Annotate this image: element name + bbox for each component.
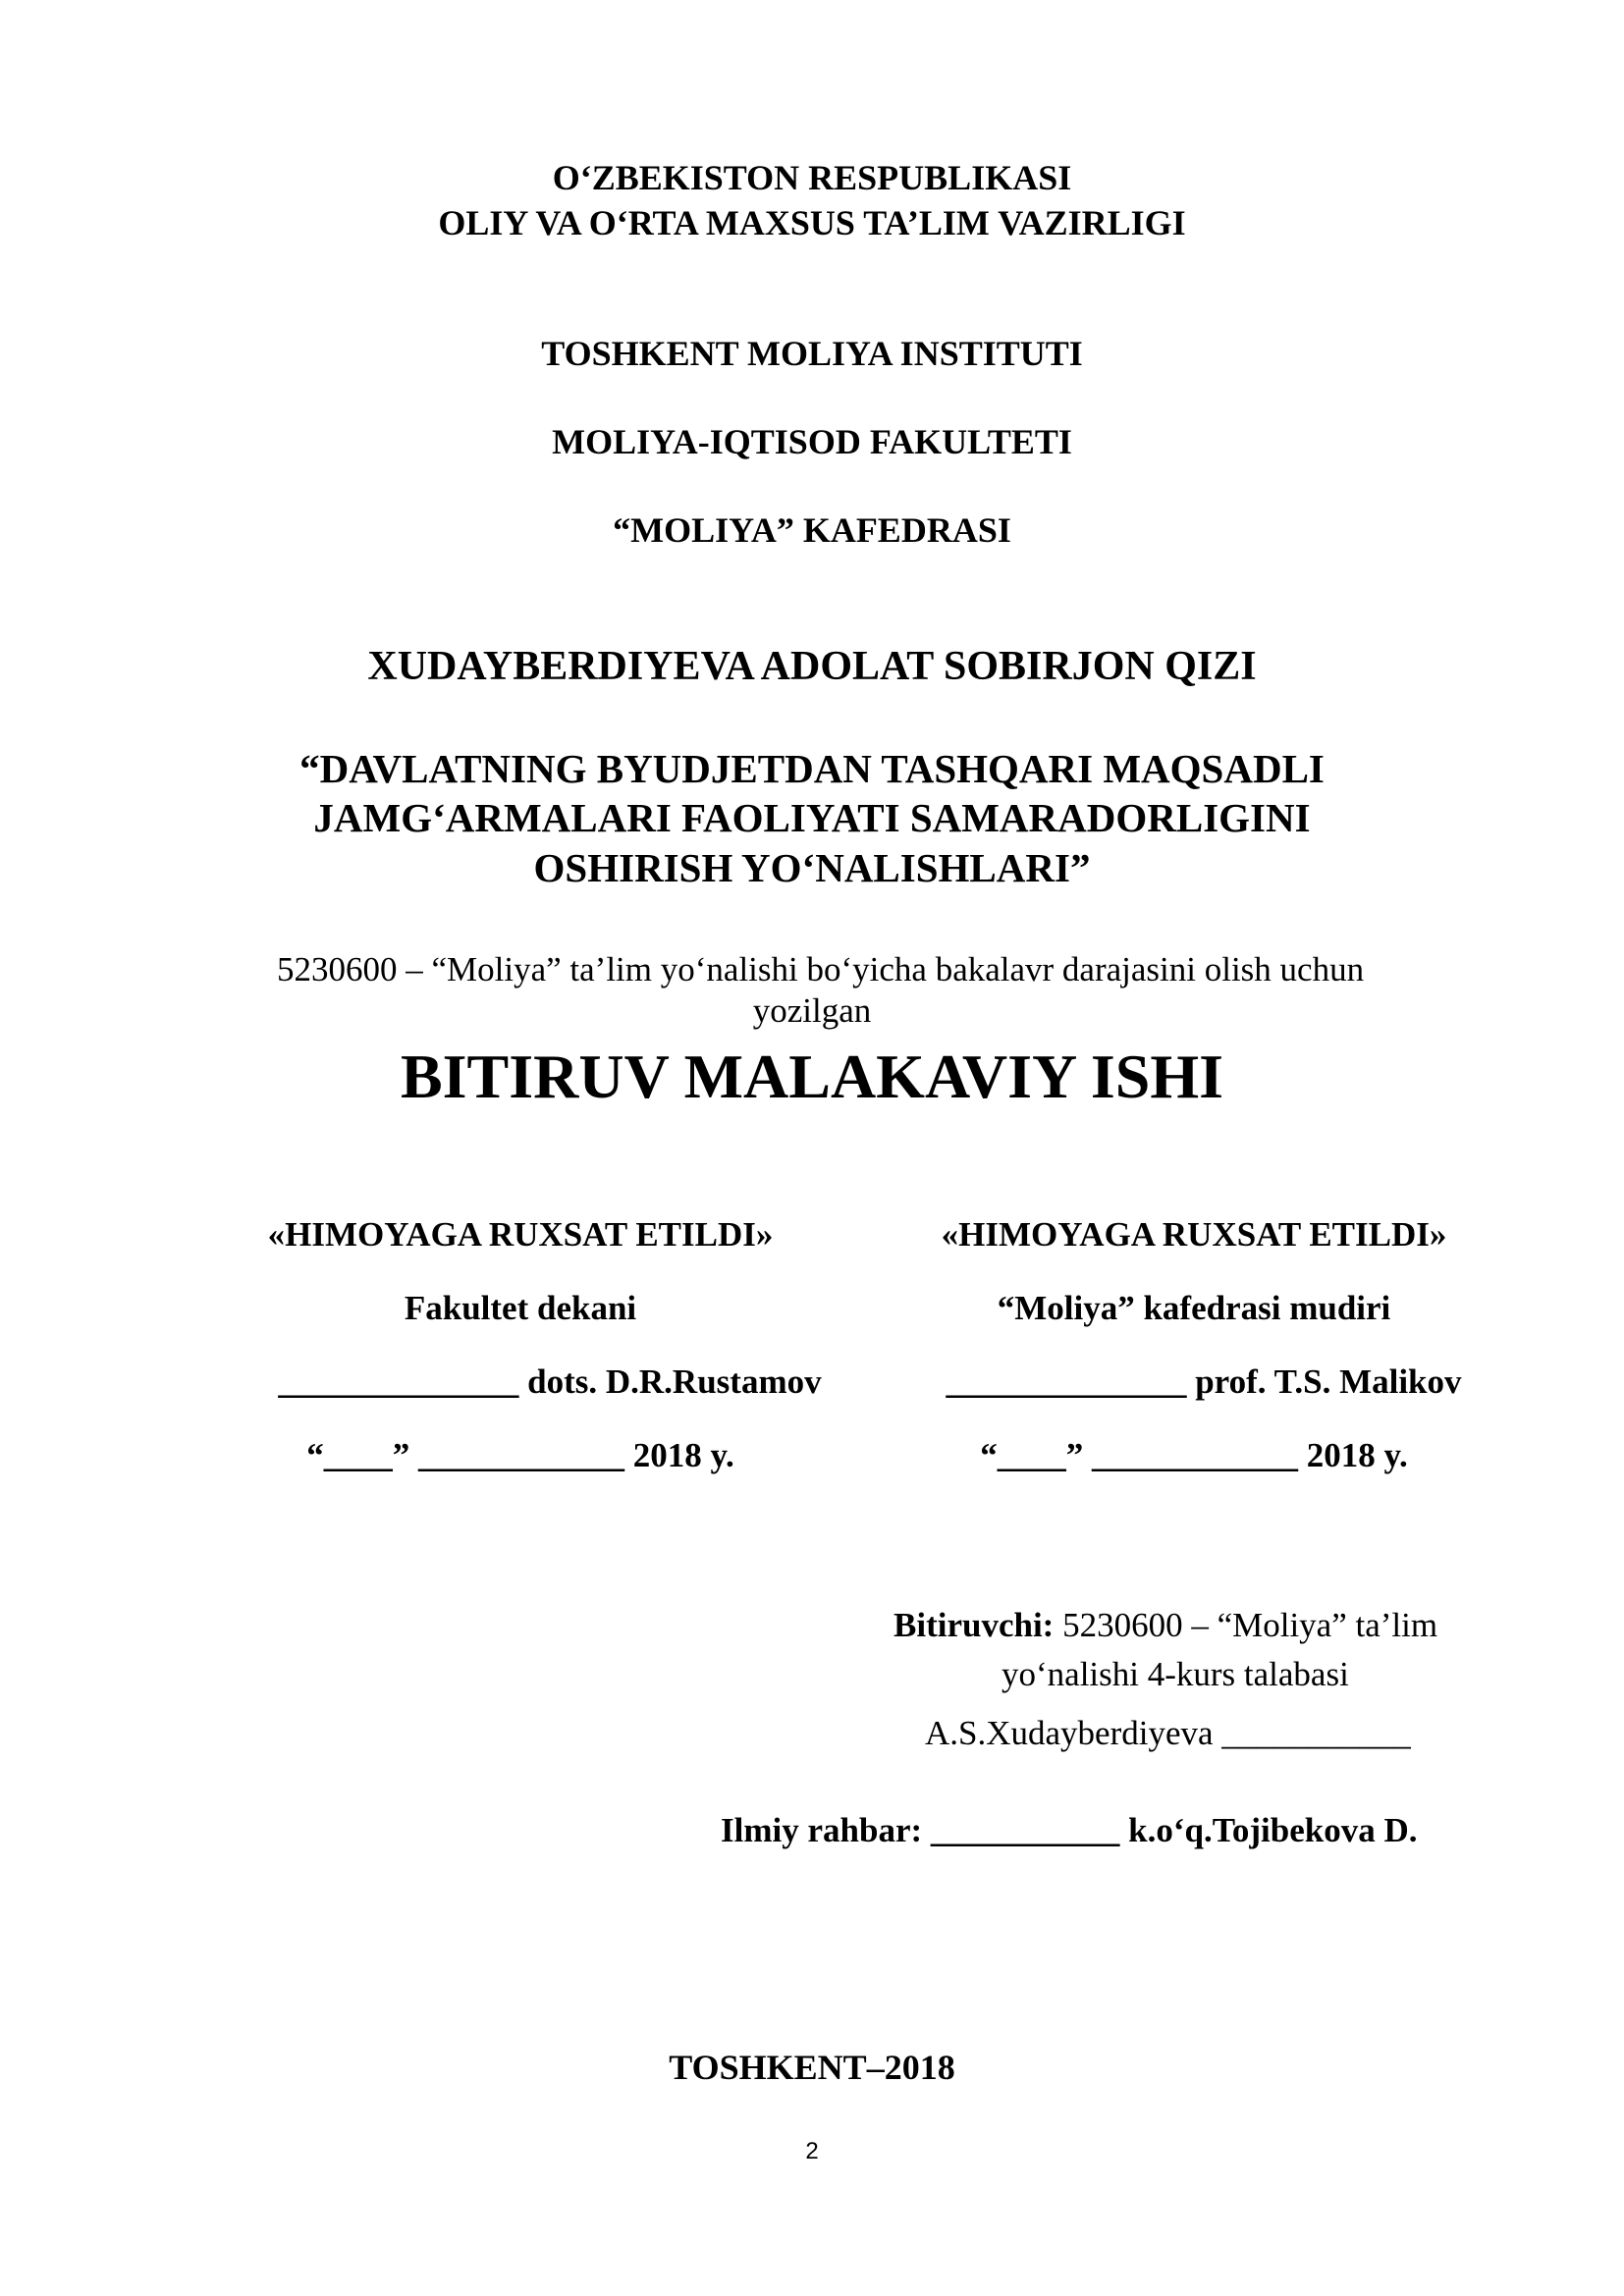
republic-title: O‘ZBEKISTON RESPUBLIKASI: [552, 158, 1072, 197]
place-year: TOSHKENT–2018: [669, 2048, 955, 2087]
ministry-title: OLIY VA O‘RTA MAXSUS TA’LIM VAZIRLIGI: [438, 203, 1186, 242]
purpose-line-1: 5230600 – “Moliya” ta’lim yo‘nalishi bo‘yicha bakalavr darajasini olish uchun: [277, 950, 1365, 988]
faculty-title: MOLIYA-IQTISOD FAKULTETI: [552, 422, 1072, 461]
approval-signature: ______________ prof. T.S. Malikov: [946, 1362, 1462, 1401]
approval-heading: «HIMOYAGA RUXSAT ETILDI»: [267, 1215, 774, 1254]
thesis-title-line-1: “DAVLATNING BYUDJETDAN TASHQARI MAQSADLI: [299, 746, 1325, 791]
approval-signature: ______________ dots. D.R.Rustamov: [278, 1362, 822, 1401]
approval-role: “Moliya” kafedrasi mudiri: [997, 1289, 1391, 1327]
work-type-title: BITIRUV MALAKAVIY ISHI: [400, 1041, 1224, 1111]
supervisor-line: Ilmiy rahbar: ___________ k.o‘q.Tojibekova D.: [721, 1811, 1418, 1849]
approval-date: “____” ____________ 2018 y.: [306, 1436, 734, 1474]
purpose-line-2: yozilgan: [752, 991, 872, 1030]
thesis-title-line-3: OSHIRISH YO‘NALISHLARI”: [533, 845, 1091, 890]
graduate-line-2: yo‘nalishi 4-kurs talabasi: [1001, 1655, 1349, 1693]
graduate-text-1: 5230600 – “Moliya” ta’lim: [1054, 1606, 1438, 1644]
graduate-signature: A.S.Xudayberdiyeva ___________: [925, 1714, 1411, 1752]
author-name: XUDAYBERDIYEVA ADOLAT SOBIRJON QIZI: [367, 644, 1257, 689]
department-title: “MOLIYA” KAFEDRASI: [613, 510, 1011, 550]
approval-date: “____” ____________ 2018 y.: [980, 1436, 1408, 1474]
graduate-label: Bitiruvchi:: [893, 1606, 1055, 1644]
institute-title: TOSHKENT MOLIYA INSTITUTI: [541, 334, 1083, 373]
thesis-title-line-2: JAMG‘ARMALARI FAOLIYATI SAMARADORLIGINI: [313, 795, 1311, 840]
approval-heading: «HIMOYAGA RUXSAT ETILDI»: [941, 1215, 1447, 1254]
graduate-line-1: [893, 1608, 1437, 1642]
approval-role: Fakultet dekani: [404, 1289, 637, 1327]
page-number: 2: [805, 2138, 819, 2164]
